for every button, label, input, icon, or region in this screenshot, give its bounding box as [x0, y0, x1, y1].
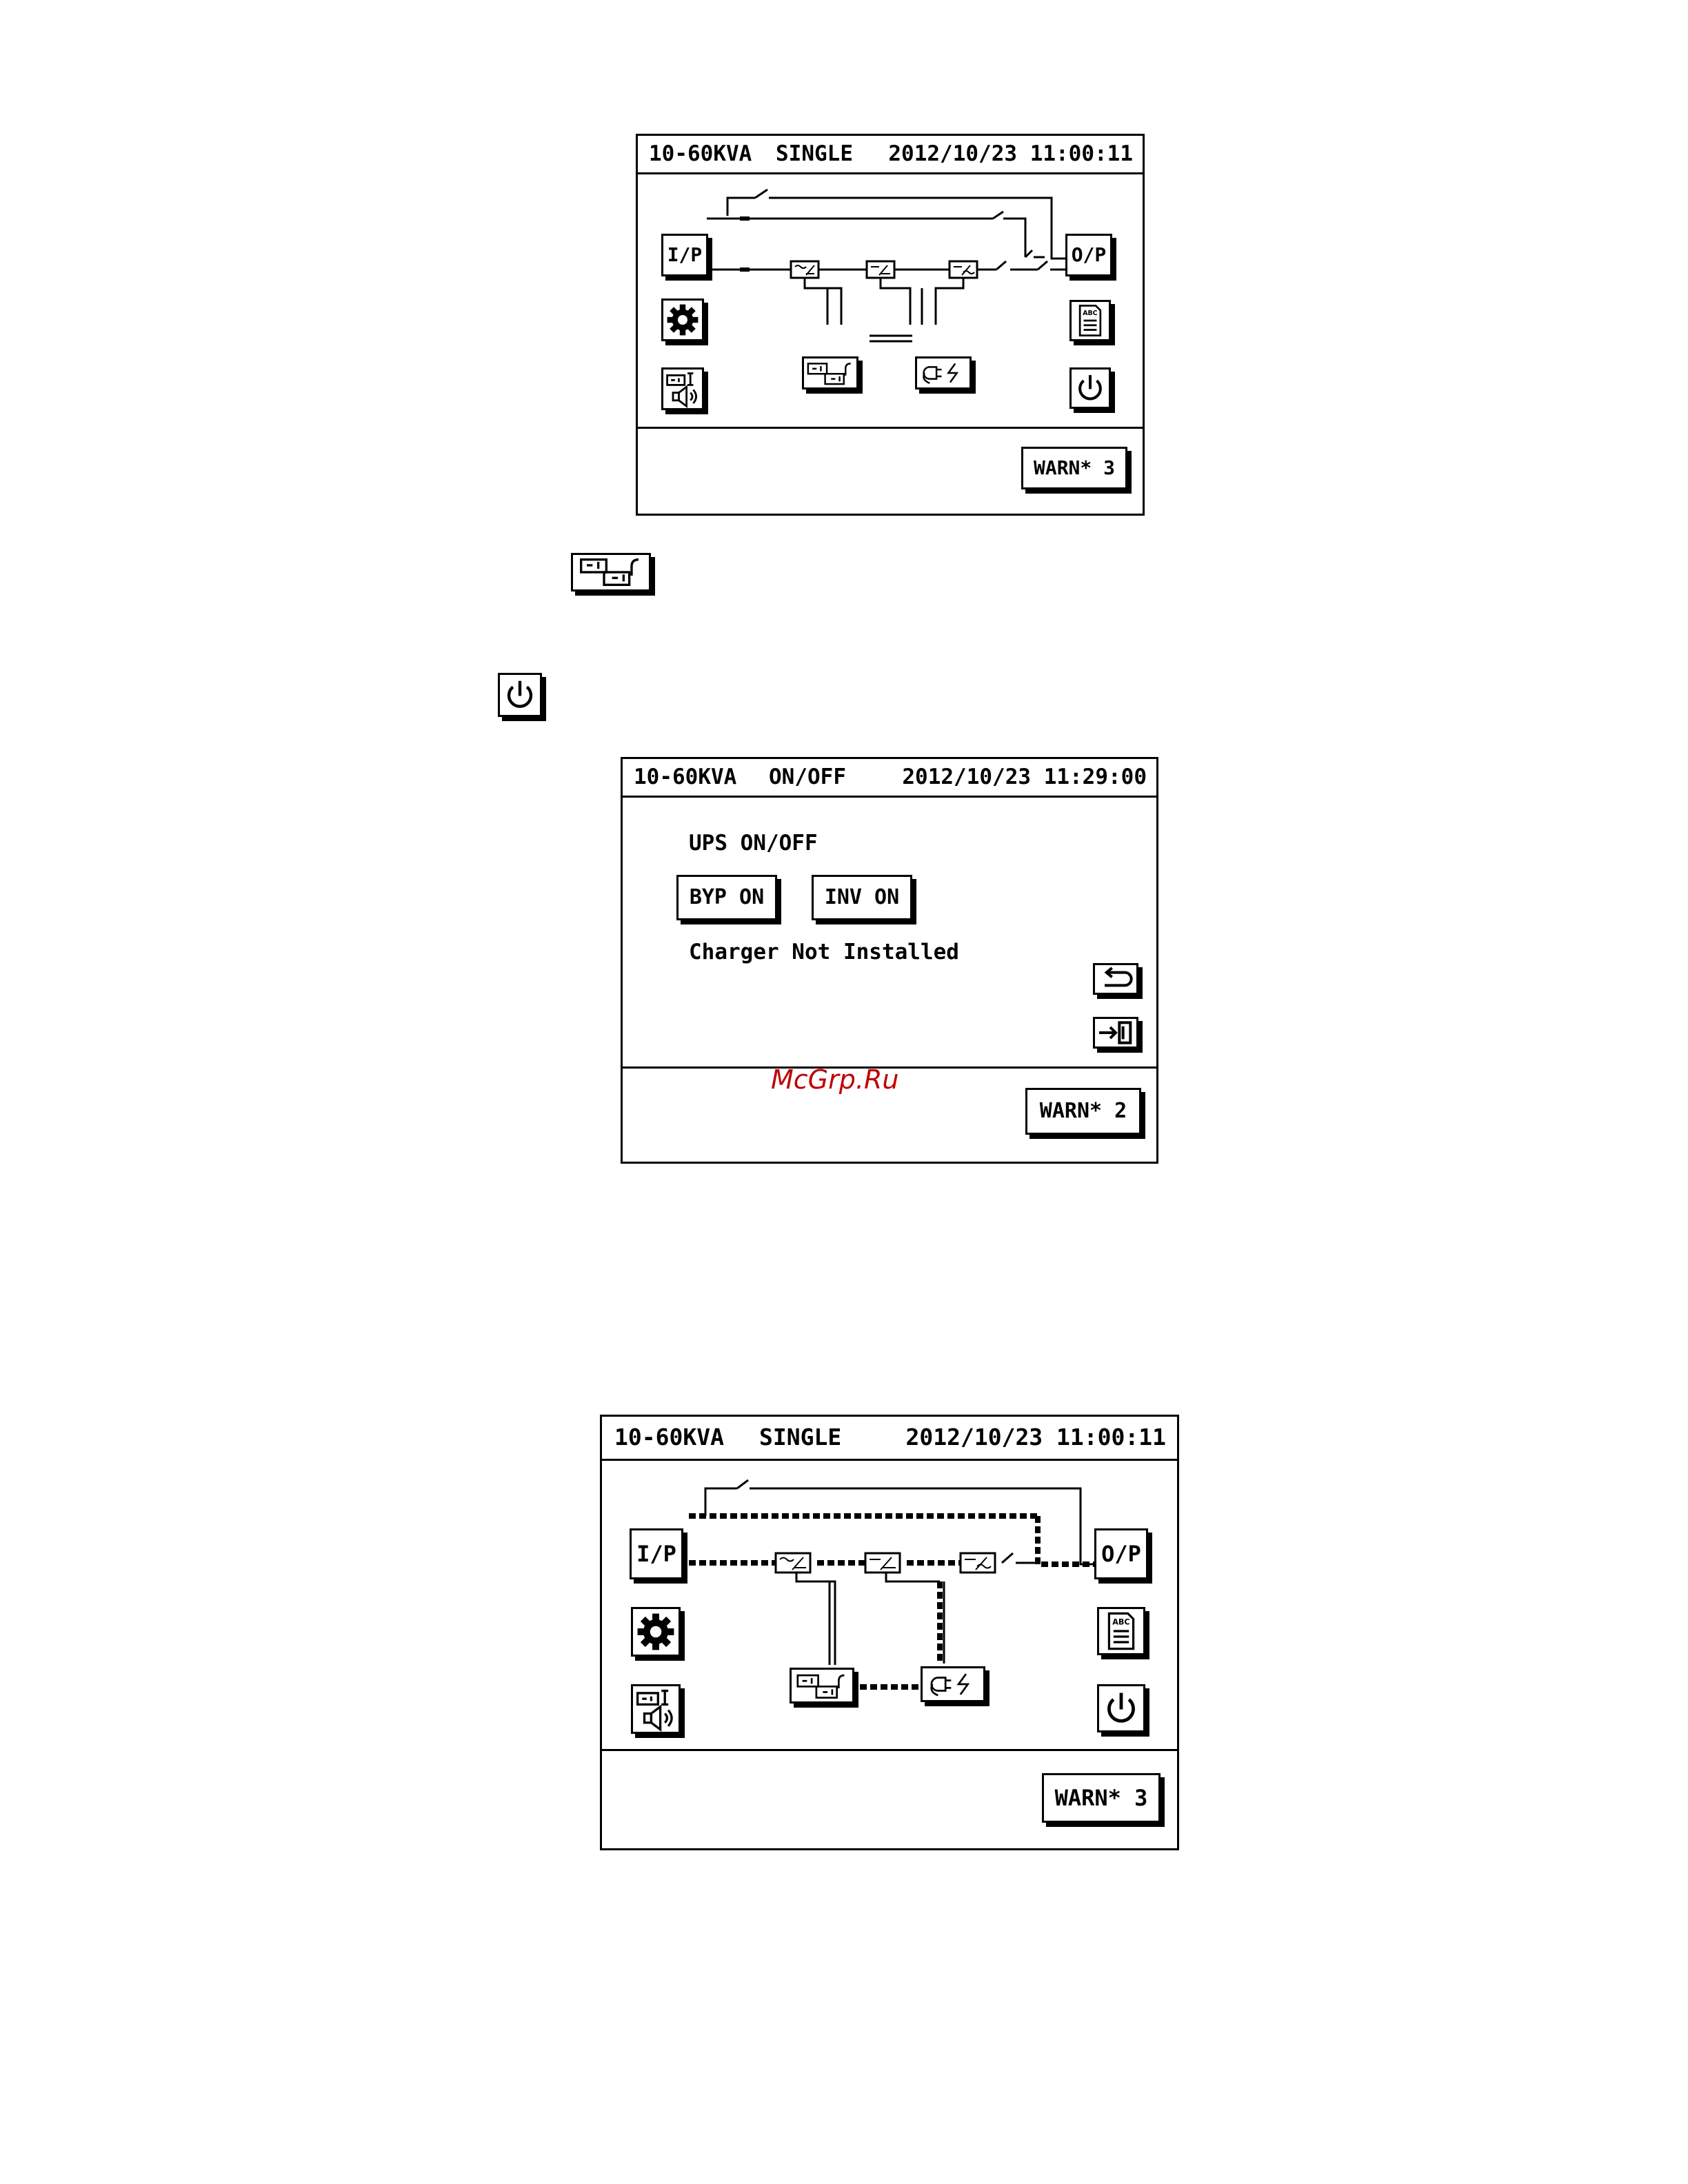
- power-icon: [1099, 1686, 1143, 1730]
- on-off-button[interactable]: [1069, 367, 1111, 409]
- plug-lightning-icon: [923, 1668, 983, 1700]
- mode-label: ON/OFF: [769, 765, 846, 789]
- log-button[interactable]: [1097, 1607, 1145, 1655]
- datetime-label: 2012/10/23 11:00:11: [905, 1424, 1166, 1450]
- on-off-button[interactable]: [1097, 1684, 1145, 1732]
- document-icon: [1072, 302, 1109, 339]
- battery-module[interactable]: [802, 356, 858, 390]
- settings-button[interactable]: [661, 299, 704, 341]
- battery-test-button[interactable]: [631, 1684, 681, 1734]
- battery-module-icon-example: [571, 553, 651, 592]
- settings-button[interactable]: [631, 1607, 681, 1657]
- power-flow-diagram: [602, 1461, 1177, 1750]
- battery-charger-icon: [804, 358, 856, 387]
- svg-text:ABC: ABC: [1112, 1617, 1130, 1627]
- battery-speaker-icon: [663, 370, 702, 408]
- model-label: 10-60KVA: [649, 141, 752, 166]
- battery-charger-icon: [792, 1670, 852, 1701]
- mode-label: SINGLE: [776, 141, 853, 166]
- exit-button[interactable]: [1093, 1017, 1138, 1049]
- model-label: 10-60KVA: [634, 765, 737, 789]
- battery-charger-icon: [573, 555, 649, 589]
- back-button[interactable]: [1093, 963, 1138, 995]
- title-bar: [602, 1417, 1177, 1461]
- title-bar: [638, 136, 1143, 174]
- load-module[interactable]: [921, 1666, 985, 1702]
- ups-main-screen-2: [600, 1415, 1179, 1850]
- charger-status-text: Charger Not Installed: [689, 940, 959, 964]
- gear-icon: [633, 1609, 679, 1655]
- input-button[interactable]: I/P: [630, 1528, 683, 1579]
- ups-on-off-heading: UPS ON/OFF: [689, 831, 818, 856]
- plug-lightning-icon: [917, 358, 969, 387]
- input-button[interactable]: I/P: [661, 234, 708, 276]
- warning-button[interactable]: WARN* 3: [1021, 447, 1127, 489]
- battery-module[interactable]: [790, 1668, 854, 1703]
- output-button[interactable]: O/P: [1065, 234, 1112, 276]
- warning-button[interactable]: WARN* 3: [1042, 1773, 1160, 1823]
- warning-button[interactable]: WARN* 2: [1025, 1088, 1141, 1135]
- load-module[interactable]: [915, 356, 972, 390]
- log-button[interactable]: [1069, 300, 1111, 341]
- datetime-label: 2012/10/23 11:29:00: [902, 765, 1147, 789]
- title-bar: [623, 759, 1156, 798]
- power-button-icon-example: [498, 673, 542, 717]
- ups-on-off-screen: [621, 757, 1158, 1164]
- battery-test-button[interactable]: [661, 367, 704, 410]
- return-arrow-icon: [1095, 965, 1136, 993]
- power-icon: [500, 675, 540, 715]
- ups-main-screen-1: [636, 134, 1145, 516]
- battery-speaker-icon: [633, 1686, 679, 1732]
- model-label: 10-60KVA: [614, 1424, 724, 1450]
- svg-text:ABC: ABC: [1083, 309, 1098, 317]
- status-area: [638, 427, 1143, 514]
- watermark: McGrp.Ru: [771, 1064, 899, 1095]
- power-flow-diagram: [638, 174, 1143, 388]
- mode-label: SINGLE: [759, 1424, 842, 1450]
- exit-door-icon: [1095, 1019, 1136, 1046]
- document-icon: [1099, 1609, 1143, 1653]
- status-area: [602, 1749, 1177, 1848]
- bypass-on-button[interactable]: BYP ON: [676, 875, 777, 920]
- gear-icon: [663, 301, 702, 339]
- output-button[interactable]: O/P: [1094, 1528, 1148, 1579]
- inverter-on-button[interactable]: INV ON: [812, 875, 912, 920]
- datetime-label: 2012/10/23 11:00:11: [888, 141, 1133, 166]
- power-icon: [1072, 370, 1109, 407]
